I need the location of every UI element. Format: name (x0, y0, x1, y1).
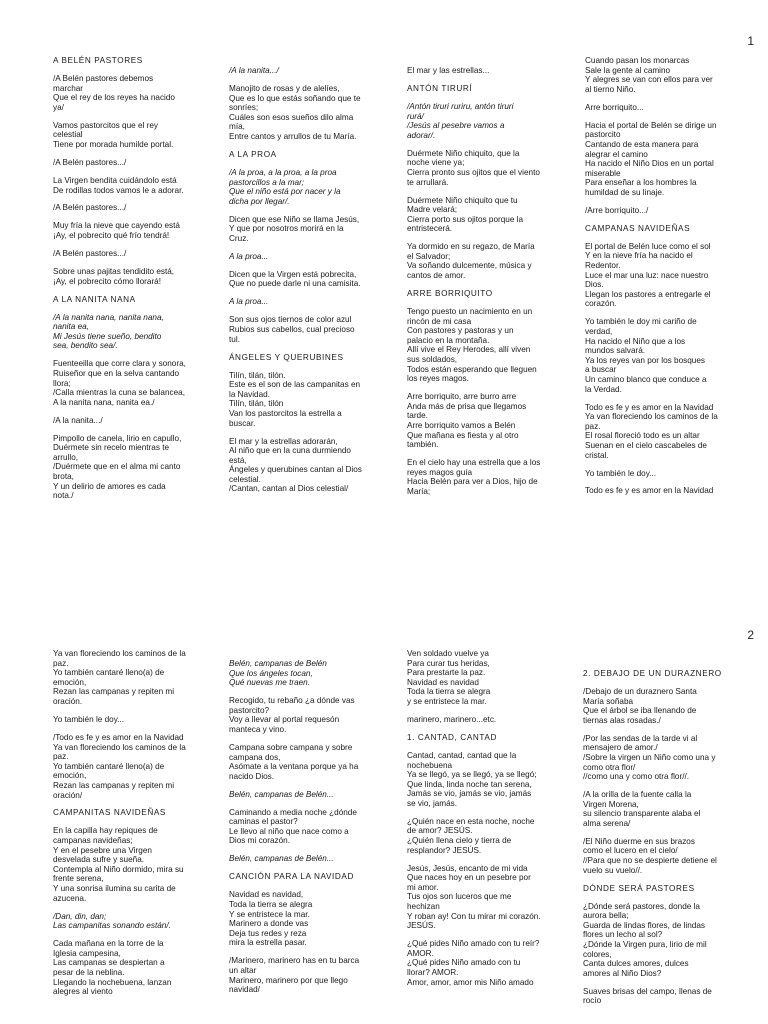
text-column-1 (53, 649, 201, 1005)
song-title: CANCIÓN PARA LA NAVIDAD (229, 872, 354, 882)
verse-paragraph: ¿Dónde será pastores, donde la aurora bella; Guarda de lindas flores, de lindas flores un lecho al sol? ¿Dónde la Virgen pura, lirio de mil colores, Canta dulces amores, dulces amores al Niño Dios? (583, 901, 707, 978)
document-page-2 (0, 600, 768, 1024)
verse-paragraph: Sobre unas pajitas tendidito está, ¡Ay, el pobrecito cómo llorará! (53, 267, 175, 286)
verse-paragraph: Jesús, Jesús, encanto de mi vida Que naces hoy en un pesebre por mi amor. Tus ojos son luceros que me hechizan Y roban ay! Con tu mirar mi corazón. JESÚS. (407, 863, 541, 931)
song-title: CAMPANAS NAVIDEÑAS (585, 223, 691, 233)
page-number: 1 (747, 34, 754, 48)
verse-paragraph: Campana sobre campana y sobre campana dos, Asómate a la ventana porque ya ha nacido Dios. (229, 742, 359, 781)
verse-paragraph: ¿Quién nace en esta noche, noche de amor? JESÚS. ¿Quién llena cielo y tierra de resplandor? JESÚS. (407, 816, 535, 855)
verse-paragraph: Duérmete Niño chiquito que tu Madre velará; Cierra porto sus ojitos porque la entristecerá. (407, 195, 524, 234)
text-column-4 (583, 669, 729, 1014)
verse-paragraph: Arre borriquito... (585, 102, 644, 112)
text-column-2 (229, 66, 379, 502)
verse-paragraph: /A Belén pastores.../ (53, 157, 127, 167)
verse-paragraph: Ya van floreciendo los caminos de la paz. Yo también cantaré lleno(a) de emoción, Rezan las campanas y repiten mi oración. (53, 649, 186, 706)
verse-paragraph: Tengo puesto un nacimiento en un rincón de mi casa Con pastores y pastoras y un palacio en la montaña. Allí vive el Rey Herodes, allí viven sus soldados, Todos están esperando que lleguen los reyes magos. (407, 307, 537, 384)
verse-paragraph: /Todo es fe y es amor en la Navidad Ya van floreciendo los caminos de la paz. Yo también cantaré lleno(a) de emoción, Rezan las campanas y repiten mi oración/ (53, 732, 186, 800)
song-title: A BELÉN PASTORES (53, 56, 143, 65)
verse-paragraph: /Antón tiruri ruriru, antón tiruri rurá/ /Jesús al pesebre vamos a adorar/. (407, 101, 514, 140)
verse-paragraph: El mar y las estrellas... (407, 66, 490, 75)
verse-paragraph: Dicen que ese Niño se llama Jesús, Y que por nosotros morirá en la Cruz. (229, 214, 360, 243)
verse-paragraph: /A Belén pastores.../ (53, 249, 127, 259)
verse-paragraph: El portal de Belén luce como el sol Y en la nieve fría ha nacido el Redentor. Luce el mar una luz: nace nuestro Dios. Llegan los pastores a entregarle el corazón. (585, 241, 711, 309)
page-number: 2 (747, 628, 754, 642)
verse-paragraph: Pimpollo de canela, lirio en capullo, Duérmete sin recelo mientras te arrullo, /Duérmete que en el alma mi canto brota, Y un delirio de amores es cada nota./ (53, 433, 182, 501)
song-title: DÓNDE SERÁ PASTORES (583, 883, 695, 893)
song-title: ANTÓN TIRURÍ (407, 83, 473, 93)
song-title: 2. DEBAJO DE UN DURAZNERO (583, 669, 722, 678)
text-column-4 (585, 56, 731, 504)
verse-paragraph: En el cielo hay una estrella que a los reyes magos guía Hacia Belén para ver a Dios, hijo de María; (407, 458, 541, 496)
verse-paragraph: Todo es fe y es amor en la Navidad Ya van floreciendo los caminos de la paz. El rosal floreció todo es un altar Suenan en el cielo cascabeles de cristal. (585, 402, 718, 460)
verse-paragraph: Manojito de rosas y de alelíes, Que es lo que estás soñando que te sonríes; Cuáles son esos sueños dilo alma mía, Entre cantos y arrullos de tu María. (229, 83, 361, 141)
verse-paragraph: /A Belén pastores.../ (53, 203, 127, 213)
verse-paragraph: A la proa... (229, 251, 269, 261)
verse-paragraph: Dicen que la Virgen está pobrecita, Que no puede darle ni una camisita. (229, 269, 361, 289)
verse-paragraph: Belén, campanas de Belén Que los ángeles tocan, Qué nuevas me traen. (229, 659, 327, 688)
verse-paragraph: ¿Qué pides Niño amado con tu reír? AMOR. ¿Qué pides Niño amado con tu llorar? AMOR. Amor, amor, amor mis Niño amado (407, 939, 540, 987)
verse-paragraph: /Por las sendas de la tarde vi al mensajero de amor./ /Sobre la virgen un Niño como una y como otra flor/ //como una y como otra flor//. (583, 733, 716, 782)
verse-paragraph: Belén, campanas de Belén... (229, 789, 334, 799)
verse-paragraph: Arre borriquito, arre burro arre Anda más de prisa que llegamos tarde. Arre borriquito vamos a Belén Que mañana es fiesta y al otro también. (407, 392, 527, 450)
verse-paragraph: Cuando pasan los monarcas Sale la gente al camino Y alegres se van con ellos para ver al tierno Niño. (585, 56, 713, 94)
song-title: 1. CANTAD, CANTAD (407, 732, 497, 742)
text-column-3 (407, 649, 559, 996)
verse-paragraph: /Debajo de un duraznero Santa María soñaba Que el árbol se iba llenando de tiernas alas rosadas./ (583, 686, 697, 725)
verse-paragraph: /A la nanita nana, nanita nana, nanita ea, Mi Jesús tiene sueño, bendito sea, bendito sea/. (53, 312, 164, 351)
text-column-3 (407, 66, 559, 505)
verse-paragraph: Yo también le doy... (585, 468, 657, 478)
verse-paragraph: Tilín, tilán, tilón. Este es el son de las campanitas en la Navidad. Tilín, tilán, tilón Van los pastorcitos la estrella a buscar. (229, 370, 361, 428)
verse-paragraph: Fuenteeilla que corre clara y sonora, Ruiseñor que en la selva cantando llora; /Calla mientras la cuna se balancea, A la nanita nana, nanita ea./ (53, 359, 186, 407)
verse-paragraph: marinero, marinero...etc. (407, 714, 497, 724)
verse-paragraph: Belén, campanas de Belén... (229, 854, 334, 864)
verse-paragraph: Ven soldado vuelve ya Para curar tus heridas, Para prestarte la paz. Navidad es navidad Toda la tierra se alegra y se entristece la mar. (407, 649, 491, 706)
song-title: A LA PROA (229, 149, 277, 159)
song-title: ARRE BORRIQUITO (407, 289, 493, 299)
verse-paragraph: El mar y la estrellas adorarán, Al niño que en la cuna durmiendo está, Ángeles y querubines cantan al Dios celestial. /Cantan, cantan al Dios celestial/ (229, 436, 362, 494)
verse-paragraph: Recogido, tu rebaño ¿a dónde vas pastorcito? Voy a llevar al portal requesón manteca y vino. (229, 696, 355, 734)
song-title: A LA NANITA NANA (53, 294, 136, 304)
verse-paragraph: /Marinero, marinero has en tu barca un altar Marinero, marinero por que llego navidad/ (229, 956, 360, 995)
verse-paragraph: /A la nanita.../ (229, 66, 279, 75)
verse-paragraph: La Virgen bendita cuidándolo está De rodillas todos vamos le a adorar. (53, 175, 184, 195)
verse-paragraph: Muy fría la nieve que cayendo está ¡Ay, el pobrecito qué frío tendrá! (53, 221, 180, 241)
verse-paragraph: En la capilla hay repiques de campanas navideñas; Y en el pesebre una Virgen desvelada sufre y sueña. Contempla al Niño dormido, mira su frente serena, Y una sonrisa ilumina su carita de azucena. (53, 826, 184, 903)
verse-paragraph: Hacia el portal de Belén se dirige un pastorcito Cantando de esta manera para alegrar el camino Ha nacido el Niño Dios en un portal miserable Para enseñar a los hombres la humildad de su linaje. (585, 120, 717, 197)
verse-paragraph: Son sus ojos tiernos de color azul Rubios sus cabellos, cual precioso tul. (229, 315, 355, 344)
verse-paragraph: Caminando a media noche ¿dónde caminas el pastor? Le llevo al niño que nace como a Dios mi corazón. (229, 807, 357, 846)
verse-paragraph: Cantad, cantad, cantad que la nochebuena Ya se llegó, ya se llegó, ya se llegó; Que linda, linda noche tan serena, Jamás se vio, jamás se vio, jamás se vio, jamás. (407, 750, 537, 808)
verse-paragraph: A la proa... (229, 297, 269, 307)
verse-paragraph: /El Niño duerme en sus brazos como el lucero en el cielo/ //Para que no se despierte detiene el vuelo su vuelo//. (583, 836, 717, 875)
song-title: CAMPANITAS NAVIDEÑAS (53, 808, 166, 818)
verse-paragraph: /A Belén pastores debemos marchar Que el rey de los reyes ha nacido ya/ (53, 73, 175, 112)
verse-paragraph: Cada mañana en la torre de la Iglesia campesina, Las campanas se despiertan a pesar de la neblina. Llegando la nochebuena, lanzan alegres al viento (53, 939, 172, 997)
verse-paragraph: Yo también le doy mi cariño de verdad, Ha nacido el Niño que a los mundos salvará. Ya los reyes van por los bosques a buscar Un camino blanco que conduce a la Verdad. (585, 317, 707, 394)
verse-paragraph: Todo es fe y es amor en la Navidad (585, 486, 714, 496)
song-title: ÁNGELES Y QUERUBINES (229, 352, 344, 362)
verse-paragraph: Yo también le doy... (53, 714, 125, 724)
verse-paragraph: /A la nanita.../ (53, 415, 103, 425)
verse-paragraph: Navidad es navidad, Toda la tierra se alegra Y se entristece la mar. Marinero a donde vas Deja tus redes y reza mira la estrella pasar. (229, 890, 313, 948)
verse-paragraph: /A la proa, a la proa, a la proa pastorcillos a la mar; Que el niño está por nacer y la dicha por llegar/. (229, 167, 341, 206)
text-column-2 (229, 659, 379, 1003)
verse-paragraph: Suaves brisas del campo, llenas de rocío (583, 986, 712, 1006)
verse-paragraph: /Dan, din, dan; Las campanitas sonando están/. (53, 911, 171, 931)
verse-paragraph: /Arre borriquito.../ (585, 205, 649, 215)
text-column-1 (53, 56, 201, 509)
verse-paragraph: /A la orilla de la fuente calla la Virgen Morena, su silencio transparente alaba el alma serena/ (583, 790, 701, 828)
verse-paragraph: Vamos pastorcitos que el rey celestial Tiene por morada humilde portal. (53, 120, 174, 149)
verse-paragraph: Duérmete Niño chiquito, que la noche viene ya; Cierra pronto sus ojitos que el viento te arrullará. (407, 148, 540, 187)
verse-paragraph: Ya dormido en su regazo, de María el Salvador; Va soñando dulcemente, música y cantos de amor. (407, 242, 535, 281)
